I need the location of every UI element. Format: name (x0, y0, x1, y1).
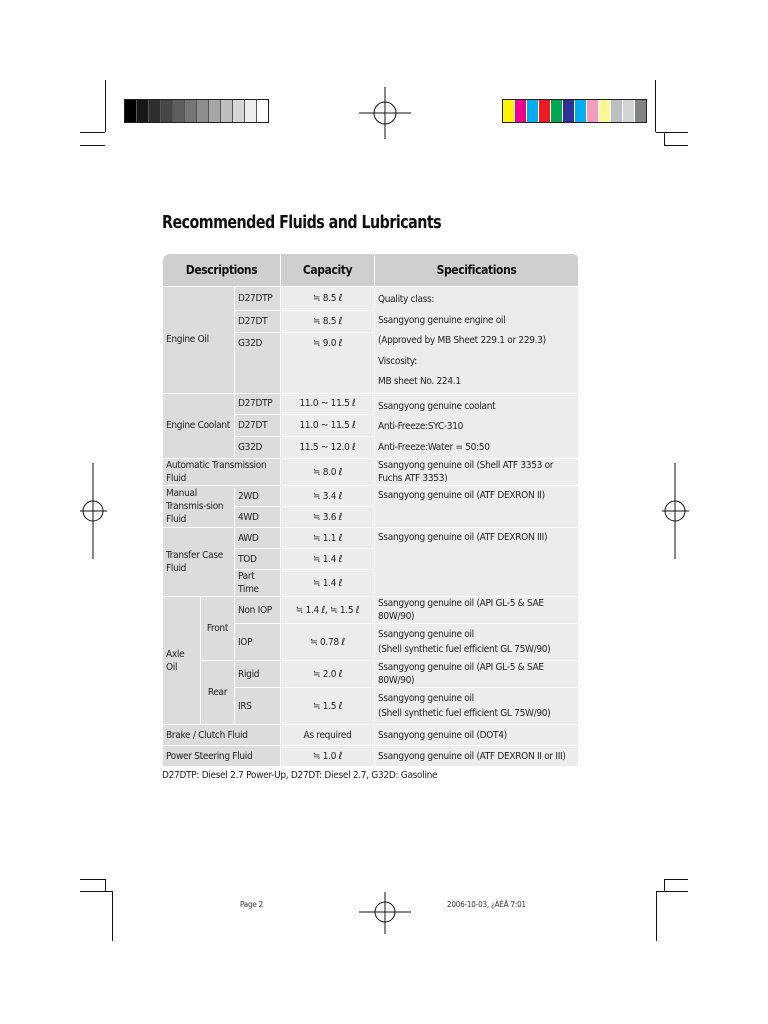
color-swatch (172, 100, 184, 122)
color-swatch (598, 100, 610, 122)
engine-oil-label: Engine Oil (163, 287, 235, 394)
variant-label: AWD (235, 528, 281, 549)
variant-label: 4WD (235, 507, 281, 528)
table-row (163, 486, 579, 507)
table-row (163, 528, 579, 549)
color-swatch (136, 100, 148, 122)
color-swatch (586, 100, 598, 122)
capacity-value: ≒ 1.4 ℓ (281, 570, 375, 597)
registration-target-left (80, 463, 107, 559)
capacity-value: ≒ 1.1 ℓ (281, 528, 375, 549)
color-swatch (574, 100, 586, 122)
capacity-value: ≒ 9.0 ℓ (281, 333, 375, 393)
capacity-value: ≒ 3.6 ℓ (281, 507, 375, 528)
color-swatch (220, 100, 232, 122)
manual-transmission-label: Manual Transmis-sion Fluid (163, 486, 235, 528)
color-swatch (160, 100, 172, 122)
spec-value (375, 688, 579, 725)
axle-oil-label: Axle Oil (163, 597, 201, 725)
color-swatch-bar (502, 99, 647, 123)
automatic-transmission-label: Automatic Transmission Fluid (163, 459, 281, 486)
variant-label: Part Time (235, 570, 281, 597)
spec-line: Anti-Freeze:SYC-310 (378, 421, 464, 432)
registration-target-right (662, 463, 689, 559)
spec-line: Ssangyong genuine coolant (378, 400, 496, 412)
color-swatch (232, 100, 244, 122)
header-capacity: Capacity (281, 254, 375, 287)
table-row (163, 597, 579, 624)
spec-line: Quality class: (378, 294, 435, 305)
power-steering-label: Power Steering Fluid (163, 746, 281, 767)
color-swatch (622, 100, 634, 122)
color-swatch (514, 100, 526, 122)
spec-value: Ssangyong genuine oil (ATF DEXRON II or III) (375, 746, 579, 767)
axle-front-label: Front (201, 597, 235, 661)
spec-line: Ssangyong genuine oil (378, 629, 474, 640)
color-swatch (256, 100, 268, 122)
table-row (163, 661, 579, 688)
color-swatch (634, 100, 646, 122)
variant-label: D27DTP (235, 287, 281, 311)
capacity-value: ≒ 1.0 ℓ (281, 746, 375, 767)
table-header-row (163, 254, 579, 287)
engine-oil-spec (375, 287, 579, 394)
spec-value: Ssangyong genuine oil (ATF DEXRON III) (375, 528, 579, 597)
variant-label: D27DT (235, 415, 281, 437)
spec-value: Ssangyong genuine oil (Shell ATF 3353 or Fuchs ATF 3353) (375, 459, 579, 486)
spec-line: Viscosity: (378, 355, 417, 367)
color-swatch (503, 100, 514, 122)
color-swatch (148, 100, 160, 122)
variant-label: Rigid (235, 661, 281, 688)
capacity-value: ≒ 1.5 ℓ (281, 688, 375, 725)
variant-label: G32D (235, 437, 281, 459)
variant-label: IOP (235, 624, 281, 661)
spec-value: Ssangyong genuine oil (ATF DEXRON II) (375, 486, 579, 528)
variant-label: D27DT (235, 311, 281, 333)
fluids-table (162, 253, 579, 767)
table-row (163, 393, 579, 415)
capacity-value: ≒ 1.4 ℓ, ≒ 1.5 ℓ (281, 597, 375, 624)
color-swatch (196, 100, 208, 122)
color-swatch (184, 100, 196, 122)
capacity-value: ≒ 8.0 ℓ (281, 459, 375, 486)
color-swatch (610, 100, 622, 122)
table-row (163, 746, 579, 767)
spec-line: Ssangyong genuine oil (378, 693, 474, 704)
footer-timestamp: 2006-10-03, ¿ÀÈÄ 7:01 (447, 900, 526, 909)
table-row (163, 725, 579, 746)
grayscale-swatch-bar (124, 99, 269, 123)
variant-label: Non IOP (235, 597, 281, 624)
capacity-value: ≒ 2.0 ℓ (281, 661, 375, 688)
table-row (163, 287, 579, 311)
capacity-value: ≒ 3.4 ℓ (281, 486, 375, 507)
spec-line: Ssangyong genuine engine oil (378, 314, 506, 326)
spec-line: (Shell synthetic fuel efficient GL 75W/90) (378, 708, 551, 719)
header-specifications: Specifications (375, 254, 579, 287)
capacity-value: ≒ 8.5 ℓ (281, 311, 375, 333)
brake-clutch-label: Brake / Clutch Fluid (163, 725, 281, 746)
variant-label: G32D (235, 333, 281, 393)
transfer-case-label: Transfer Case Fluid (163, 528, 235, 597)
capacity-value: 11.0 ~ 11.5 ℓ (281, 393, 375, 415)
spec-value: Ssangyong genuine oil (DOT4) (375, 725, 579, 746)
variant-label: TOD (235, 549, 281, 570)
color-swatch (538, 100, 550, 122)
axle-rear-label: Rear (201, 661, 235, 725)
page-title: Recommended Fluids and Lubricants (162, 212, 442, 233)
color-swatch (244, 100, 256, 122)
capacity-value: ≒ 1.4 ℓ (281, 549, 375, 570)
engine-coolant-spec (375, 393, 579, 459)
registration-target-bottom (359, 892, 411, 934)
capacity-value: 11.0 ~ 11.5 ℓ (281, 415, 375, 437)
footer-page-label: Page 2 (240, 900, 264, 909)
footnote: D27DTP: Diesel 2.7 Power-Up, D27DT: Diesel 2.7, G32D: Gasoline (162, 770, 438, 781)
color-swatch (550, 100, 562, 122)
capacity-value: As required (281, 725, 375, 746)
color-swatch (562, 100, 574, 122)
color-swatch (526, 100, 538, 122)
capacity-value: 11.5 ~ 12.0 ℓ (281, 437, 375, 459)
header-descriptions: Descriptions (163, 254, 281, 287)
variant-label: 2WD (235, 486, 281, 507)
table-row (163, 459, 579, 486)
spec-value: Ssangyong genuine oil (API GL-5 & SAE 80W/90) (375, 661, 579, 688)
capacity-value: ≒ 8.5 ℓ (281, 287, 375, 311)
variant-label: D27DTP (235, 393, 281, 415)
spec-line: MB sheet No. 224.1 (378, 376, 461, 387)
registration-target-top (359, 87, 411, 139)
color-swatch (125, 100, 136, 122)
variant-label: IRS (235, 688, 281, 725)
spec-line: (Approved by MB Sheet 229.1 or 229.3) (378, 335, 546, 346)
capacity-value: ≒ 0.78 ℓ (281, 624, 375, 661)
spec-value (375, 624, 579, 661)
color-swatch (208, 100, 220, 122)
spec-value: Ssangyong genuine oil (API GL-5 & SAE 80W/90) (375, 597, 579, 624)
spec-line: (Shell synthetic fuel efficient GL 75W/90) (378, 644, 551, 655)
spec-line: Anti-Freeze:Water = 50:50 (378, 441, 490, 453)
engine-coolant-label: Engine Coolant (163, 393, 235, 459)
